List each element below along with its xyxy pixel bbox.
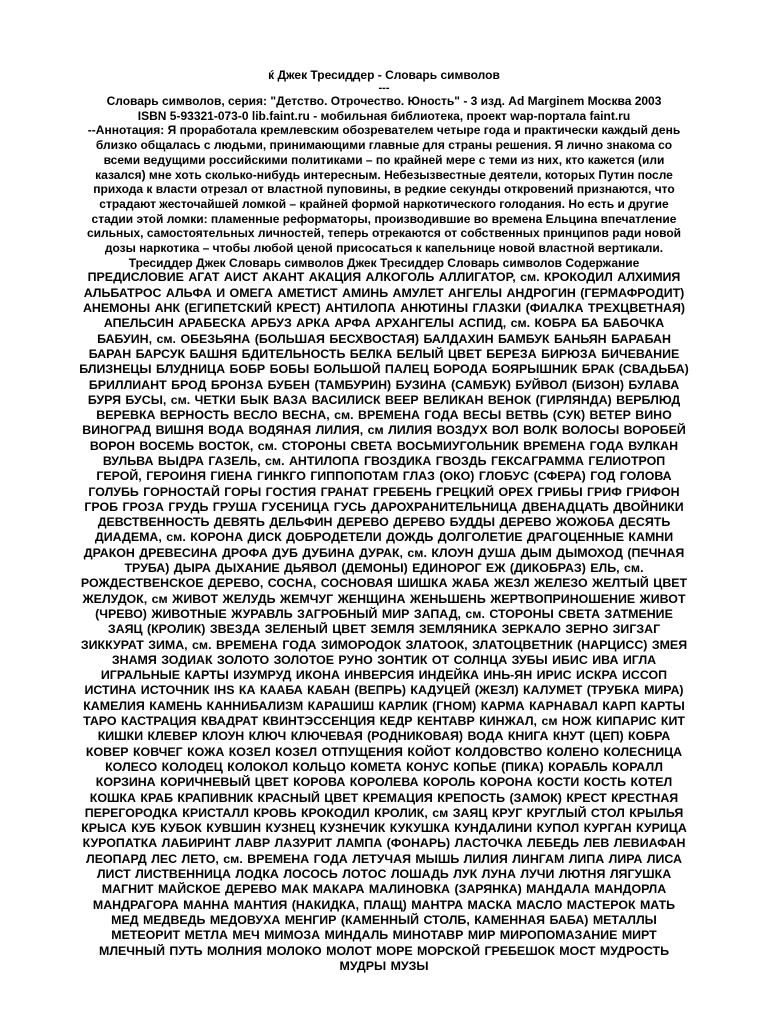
publication-info: Словарь символов, серия: "Детство. Отрочество. Юность" - 3 изд. Ad Marginem Москва 2003 [106, 94, 662, 108]
publication-isbn: ISBN 5-93321-073-0 lib.faint.ru - мобильная библиотека, проект wap-портала faint.ru [137, 108, 631, 123]
annotation-text: --Аннотация: Я проработала кремлевским обозревателем четыре года и практически каждый день близко общалась с людьми, принимающими главные для страны решения. Я лично знакома со всеми ведущими российскими политиками – по крайней мере с теми из них, кто кажется (или казался) мне хоть сколько-нибудь интересным. Небезызвестные деятели, которых Путин после прихода к власти отрезал от властной пуповины, в редкие секунды откровений признаются, что страдают жесточайшей ломкой – крайней формой наркотического голодания. Но есть и другие стадии этой ломки: пламенные реформаторы, производившие во времена Ельцина впечатление сильных, самостоятельных личностей, теперь отрекаются от собственных принципов ради новой дозы наркотика – чтобы любой ценой присосаться к капельнице новой властной вертикали. Тресиддер Джек Словарь символов Джек Тресиддер Словарь символов Содержание [86, 123, 682, 270]
document-body [78, 94, 690, 270]
document-title: ќ Джек Тресиддер - Словарь символов [268, 68, 500, 82]
document-page [78, 68, 690, 974]
dictionary-entries: ПРЕДИСЛОВИЕ АГАТ АИСТ АКАНТ АКАЦИЯ АЛКОГОЛЬ АЛЛИГАТОР, см. КРОКОДИЛ АЛХИМИЯ АЛЬБАТРОС АЛЬФА И ОМЕГА АМЕТИСТ АМИНЬ АМУЛЕТ АНГЕЛЫ АНДРОГИН (ГЕРМАФРОДИТ) АНЕМОНЫ АНК (ЕГИПЕТСКИЙ КРЕСТ) АНТИЛОПА АНЮТИНЫ ГЛАЗКИ (ФИАЛКА ТРЕХЦВЕТНАЯ) АПЕЛЬСИН АРАБЕСКА АРБУЗ АРКА АРФА АРХАНГЕЛЫ АСПИД, см. КОБРА БА БАБОЧКА БАБУИН, см. ОБЕЗЬЯНА (БОЛЬШАЯ БЕСХВОСТАЯ) БАЛДАХИН БАМБУК БАНЬЯН БАРАБАН БАРАН БАРСУК БАШНЯ БДИТЕЛЬНОСТЬ БЕЛКА БЕЛЫЙ ЦВЕТ БЕРЕЗА БИРЮЗА БИЧЕВАНИЕ БЛИЗНЕЦЫ БЛУДНИЦА БОБР БОБЫ БОЛЬШОЙ ПАЛЕЦ БОРОДА БОЯРЫШНИК БРАК (СВАДЬБА) БРИЛЛИАНТ БРОД БРОНЗА БУБЕН (ТАМБУРИН) БУЗИНА (САМБУК) БУЙВОЛ (БИЗОН) БУЛАВА БУРЯ БУСЫ, см. ЧЕТКИ БЫК ВАЗА ВАСИЛИСК ВЕЕР ВЕЛИКАН ВЕНОК (ГИРЛЯНДА) ВЕРБЛЮД ВЕРЕВКА ВЕРНОСТЬ ВЕСЛО ВЕСНА, см. ВРЕМЕНА ГОДА ВЕСЫ ВЕТВЬ (СУК) ВЕТЕР ВИНО ВИНОГРАД ВИШНЯ ВОДА ВОДЯНАЯ ЛИЛИЯ, см ЛИЛИЯ ВОЗДУХ ВОЛ ВОЛК ВОЛОСЫ ВОРОБЕЙ ВОРОН ВОСЕМЬ ВОСТОК, см. СТОРОНЫ СВЕТА ВОСЬМИУГОЛЬНИК ВРЕМЕНА ГОДА ВУЛКАН ВУЛЬВА ВЫДРА ГАЗЕЛЬ, см. АНТИЛОПА ГВОЗДИКА ГВОЗДЬ ГЕКСАГРАММА ГЕЛИОТРОП ГЕРОЙ, ГЕРОИНЯ ГИЕНА ГИНКГО ГИППОПОТАМ ГЛАЗ (ОКО) ГЛОБУС (СФЕРА) ГОД ГОЛОВА ГОЛУБЬ ГОРНОСТАЙ ГОРЫ ГОСТИЯ ГРАНАТ ГРЕБЕНЬ ГРЕЦКИЙ ОРЕХ ГРИБЫ ГРИФ ГРИФОН ГРОБ ГРОЗА ГРУДЬ ГРУША ГУСЕНИЦА ГУСЬ ДАРОХРАНИТЕЛЬНИЦА ДВЕНАДЦАТЬ ДВОЙНИКИ ДЕВСТВЕННОСТЬ ДЕВЯТЬ ДЕЛЬФИН ДЕРЕВО ДЕРЕВО БУДДЫ ДЕРЕВО ЖОЖОБА ДЕСЯТЬ ДИАДЕМА, см. КОРОНА ДИСК ДОБРОДЕТЕЛИ ДОЖДЬ ДОЛГОЛЕТИЕ ДРАГОЦЕННЫЕ КАМНИ ДРАКОН ДРЕВЕСИНА ДРОФА ДУБ ДУБИНА ДУРАК, см. КЛОУН ДУША ДЫМ ДЫМОХОД (ПЕЧНАЯ ТРУБА) ДЫРА ДЫХАНИЕ ДЬЯВОЛ (ДЕМОНЫ) ЕДИНОРОГ ЕЖ (ДИКОБРАЗ) ЕЛЬ, см. РОЖДЕСТВЕНСКОЕ ДЕРЕВО, СОСНА, СОСНОВАЯ ШИШКА ЖАБА ЖЕЗЛ ЖЕЛЕЗО ЖЕЛТЫЙ ЦВЕТ ЖЕЛУДОК, см ЖИВОТ ЖЕЛУДЬ ЖЕМЧУГ ЖЕНЩИНА ЖЕНЬШЕНЬ ЖЕРТВОПРИНОШЕНИЕ ЖИВОТ (ЧРЕВО) ЖИВОТНЫЕ ЖУРАВЛЬ ЗАГРОБНЫЙ МИР ЗАПАД, см. СТОРОНЫ СВЕТА ЗАТМЕНИЕ ЗАЯЦ (КРОЛИК) ЗВЕЗДА ЗЕЛЕНЫЙ ЦВЕТ ЗЕМЛЯ ЗЕМЛЯНИКА ЗЕРКАЛО ЗЕРНО ЗИГЗАГ ЗИККУРАТ ЗИМА, см. ВРЕМЕНА ГОДА ЗИМОРОДОК ЗЛАТООК, ЗЛАТОЦВЕТНИК (НАРЦИСС) ЗМЕЯ ЗНАМЯ ЗОДИАК ЗОЛОТО ЗОЛОТОЕ РУНО ЗОНТИК ОТ СОЛНЦА ЗУБЫ ИБИС ИВА ИГЛА ИГРАЛЬНЫЕ КАРТЫ ИЗУМРУД ИКОНА ИНВЕРСИЯ ИНДЕЙКА ИНЬ-ЯН ИРИС ИСКРА ИССОП ИСТИНА ИСТОЧНИК IHS КА КААБА КАБАН (ВЕПРЬ) КАДУЦЕЙ (ЖЕЗЛ) КАЛУМЕТ (ТРУБКА МИРА) КАМЕЛИЯ КАМЕНЬ КАННИБАЛИЗМ КАРАШИШ КАРЛИК (ГНОМ) КАРМА КАРНАВАЛ КАРП КАРТЫ ТАРО КАСТРАЦИЯ КВАДРАТ КВИНТЭССЕНЦИЯ КЕДР КЕНТАВР КИНЖАЛ, см НОЖ КИПАРИС КИТ КИШКИ КЛЕВЕР КЛОУН КЛЮЧ КЛЮЧЕВАЯ (РОДНИКОВАЯ) ВОДА КНИГА КНУТ (ЦЕП) КОБРА КОВЕР КОВЧЕГ КОЖА КОЗЕЛ КОЗЕЛ ОТПУЩЕНИЯ КОЙОТ КОЛДОВСТВО КОЛЕНО КОЛЕСНИЦА КОЛЕСО КОЛОДЕЦ КОЛОКОЛ КОЛЬЦО КОМЕТА КОНУС КОПЬЕ (ПИКА) КОРАБЛЬ КОРАЛЛ КОРЗИНА КОРИЧНЕВЫЙ ЦВЕТ КОРОВА КОРОЛЕВА КОРОЛЬ КОРОНА КОСТИ КОСТЬ КОТЕЛ КОШКА КРАБ КРАПИВНИК КРАСНЫЙ ЦВЕТ КРЕМАЦИЯ КРЕПОСТЬ (ЗАМОК) КРЕСТ КРЕСТНАЯ ПЕРЕГОРОДКА КРИСТАЛЛ КРОВЬ КРОКОДИЛ КРОЛИК, см ЗАЯЦ КРУГ КРУГЛЫЙ СТОЛ КРЫЛЬЯ КРЫСА КУБ КУБОК КУВШИН КУЗНЕЦ КУЗНЕЧИК КУКУШКА КУНДАЛИНИ КУПОЛ КУРГАН КУРИЦА КУРОПАТКА ЛАБИРИНТ ЛАВР ЛАЗУРИТ ЛАМПА (ФОНАРЬ) ЛАСТОЧКА ЛЕБЕДЬ ЛЕВ ЛЕВИАФАН ЛЕОПАРД ЛЕС ЛЕТО, см. ВРЕМЕНА ГОДА ЛЕТУЧАЯ МЫШЬ ЛИЛИЯ ЛИНГАМ ЛИПА ЛИРА ЛИСА ЛИСТ ЛИСТВЕННИЦА ЛОДКА ЛОСОСЬ ЛОТОС ЛОШАДЬ ЛУК ЛУНА ЛУЧИ ЛЮТНЯ ЛЯГУШКА МАГНИТ МАЙСКОЕ ДЕРЕВО МАК МАКАРА МАЛИНОВКА (ЗАРЯНКА) МАНДАЛА МАНДОРЛА МАНДРАГОРА МАННА МАНТИЯ (НАКИДКА, ПЛАЩ) МАНТРА МАСКА МАСЛО МАСТЕРОК МАТЬ МЕД МЕДВЕДЬ МЕДОВУХА МЕНГИР (КАМЕННЫЙ СТОЛБ, КАМЕННАЯ БАБА) МЕТАЛЛЫ МЕТЕОРИТ МЕТЛА МЕЧ МИМОЗА МИНДАЛЬ МИНОТАВР МИР МИРОПОМАЗАНИЕ МИРТ МЛЕЧНЫЙ ПУТЬ МОЛНИЯ МОЛОКО МОЛОТ МОРЕ МОРСКОЙ ГРЕБЕШОК МОСТ МУДРОСТЬ МУДРЫ МУЗЫ [79, 270, 689, 973]
separator-line: --- [378, 82, 390, 94]
